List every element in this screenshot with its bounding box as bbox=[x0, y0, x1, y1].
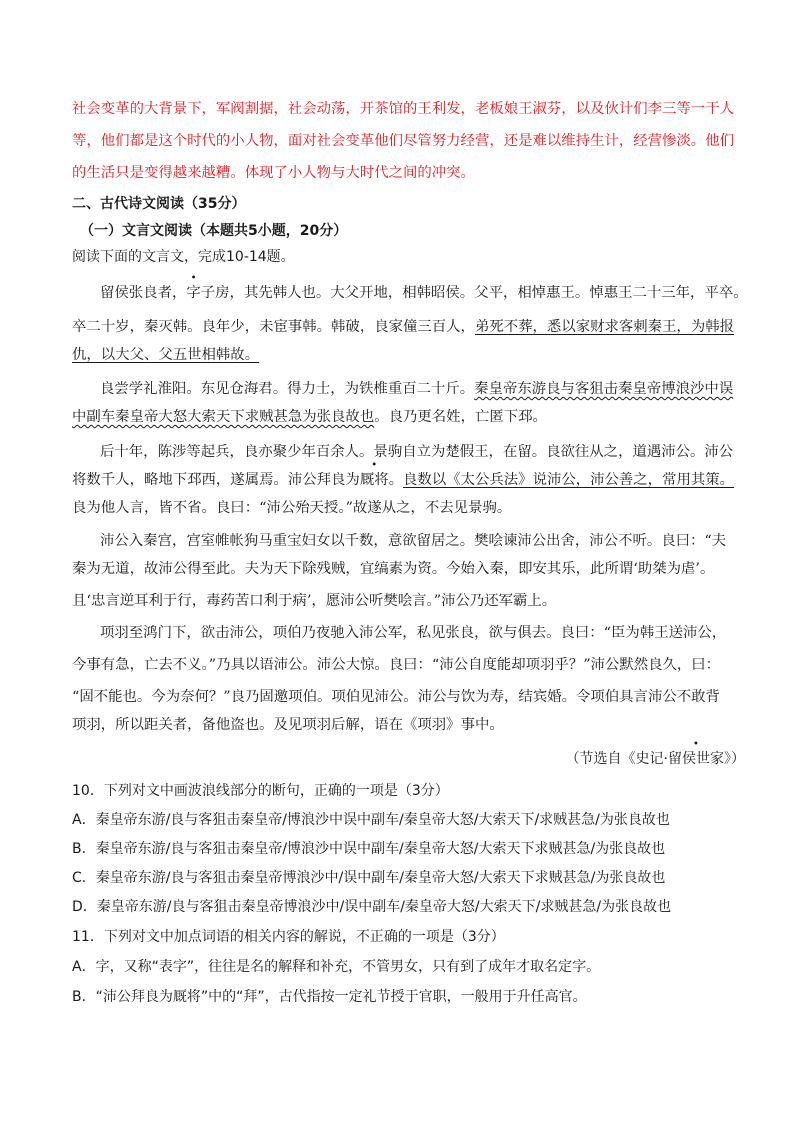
underlined-sentence-2: 良数以《太公兵法》说沛公，沛公善之，常用其策。 bbox=[403, 472, 735, 488]
question-11-option-a: A．字，又称“表字”，往往是名的解释和补充，不管男女，只有到了成年才取名定字。 bbox=[72, 959, 601, 975]
wavy-sentence-cont: 中副车秦皇帝大怒大索天下求贼甚急为张良故也 bbox=[72, 409, 375, 425]
section-title: 二、古代诗文阅读（35分） bbox=[72, 196, 246, 212]
passage-p3-line-1: 后十年，陈涉等起兵，良亦聚少年百余人。景驹自立为楚假王，在留。良欲往从之，道遇沛公。沛公 bbox=[100, 444, 734, 460]
question-11-option-b: B．“沛公拜良为厩将”中的“拜”，古代指按一定礼节授于官职，一般用于升任高官。 bbox=[72, 989, 587, 1005]
dotted-word-zi: 字 bbox=[186, 285, 201, 301]
passage-p1-line-1: 留侯张良者，字子房，其先韩人也。大父开地，相韩昭侯。父平，相悼惠王。悼惠王二十三年，平卒。 bbox=[100, 285, 748, 301]
question-10-stem: 10．下列对文中画波浪线部分的断句，正确的一项是（3分） bbox=[72, 783, 449, 799]
passage-p4-line-1: 沛公入秦宫，宫室帷帐狗马重宝妇女以千数，意欲留居之。樊哙谏沛公出舍，沛公不听。良曰：“夫 bbox=[100, 533, 727, 549]
wavy-sentence: 秦皇帝东游良与客狙击秦皇帝博浪沙中误 bbox=[474, 381, 734, 397]
passage-p3-line-3: 良为他人言，皆不省。良曰：“沛公殆天授。”故遂从之，不去见景驹。 bbox=[72, 500, 512, 516]
passage-p5-line-2: 今事有急，亡去不义。”乃具以语沛公。沛公大惊。良曰：“沛公自度能却项羽乎？”沛公默然良久，曰： bbox=[72, 657, 721, 673]
answer-line-1: 社会变革的大背景下，军阀割据，社会动荡，开茶馆的王利发，老板娘王淑芬，以及伙计们李三等一干人 bbox=[72, 101, 734, 117]
question-10-option-d: D．秦皇帝东游/良与客狙击秦皇帝博浪沙中/误中副车/秦皇帝大怒/大索天下/求贼甚急/为张良故也 bbox=[72, 899, 672, 915]
underlined-sentence-1-cont: 仇，以大父、父五世相韩故。 bbox=[72, 347, 260, 363]
question-10-option-c: C．秦皇帝东游/良与客狙击秦皇帝博浪沙中/误中副车/秦皇帝大怒/大索天下求贼甚急/为张良故也 bbox=[72, 870, 666, 886]
passage-p1-line-3 bbox=[72, 344, 259, 366]
passage-p4-line-3: 且‘忠言逆耳利于行，毒药苦口利于病’，愿沛公听樊哙言。”沛公乃还军霸上。 bbox=[72, 593, 557, 609]
answer-line-2: 等，他们都是这个时代的小人物，面对社会变革他们尽管努力经营，还是难以维持生计，经营惨淡。他们 bbox=[72, 133, 734, 149]
answer-line-3: 的生活只是变得越来越糟。体现了小人物与大时代之间的冲突。 bbox=[72, 165, 475, 181]
dotted-word-jiujiang: 厩将 bbox=[359, 472, 389, 488]
question-10-option-a: A．秦皇帝东游/良与客狙击秦皇帝/博浪沙中误中副车/秦皇帝大怒/大索天下/求贼甚急/为张良故也 bbox=[72, 812, 670, 828]
underlined-sentence-1: 弟死不葬，悉以家财求客刺秦王，为韩报 bbox=[474, 319, 734, 335]
passage-p5-line-4: 项羽，所以距关者，备他盗也。及见项羽后解，语在《项羽》事中。 bbox=[72, 717, 504, 733]
passage-p2-line-1: 良尝学礼淮阳。东见仓海君。得力士，为铁椎重百二十斤。秦皇帝东游良与客狙击秦皇帝博浪沙中误 bbox=[100, 381, 734, 397]
passage-p5-line-3: “固不能也。今为奈何？”良乃固邀项伯。项伯见沛公。沛公与饮为寿，结宾婚。令项伯具言沛公不敢背 bbox=[72, 689, 720, 705]
passage-p4-line-2: 秦为无道，故沛公得至此。夫为天下除残贼，宜缟素为资。今始入秦，即安其乐，此所谓‘助桀为虐’。 bbox=[72, 561, 715, 577]
passage-p3-line-2: 将数千人，略地下邳西，遂属焉。沛公拜良为厩将。良数以《太公兵法》说沛公，沛公善之，常用其策。 bbox=[72, 472, 735, 488]
instruction: 阅读下面的文言文，完成10-14题。 bbox=[72, 249, 295, 265]
passage-p2-line-2: 中副车秦皇帝大怒大索天下求贼甚急为张良故也。良乃更名姓，亡匿下邳。 bbox=[72, 409, 547, 425]
passage-source: （节选自《史记·留侯世家》） bbox=[565, 751, 745, 767]
section-subtitle: （一）文言文阅读（本题共5小题，20分） bbox=[80, 223, 348, 239]
passage-p1-line-2: 卒二十岁，秦灭韩。良年少，未宦事韩。韩破，良家僮三百人，弟死不葬，悉以家财求客刺秦王，为韩报 bbox=[72, 319, 734, 335]
dotted-word-shijia: 留侯世家 bbox=[668, 751, 724, 767]
question-10-option-b: B．秦皇帝东游/良与客狙击秦皇帝/博浪沙中误中副车/秦皇帝大怒/大索天下求贼甚急/为张良故也 bbox=[72, 841, 666, 857]
question-11-stem: 11．下列对文中加点词语的相关内容的解说，不正确的一项是（3分） bbox=[72, 929, 505, 945]
passage-p5-line-1: 项羽至鸿门下，欲击沛公，项伯乃夜驰入沛公军，私见张良，欲与俱去。良曰：“臣为韩王送沛公， bbox=[100, 625, 727, 641]
